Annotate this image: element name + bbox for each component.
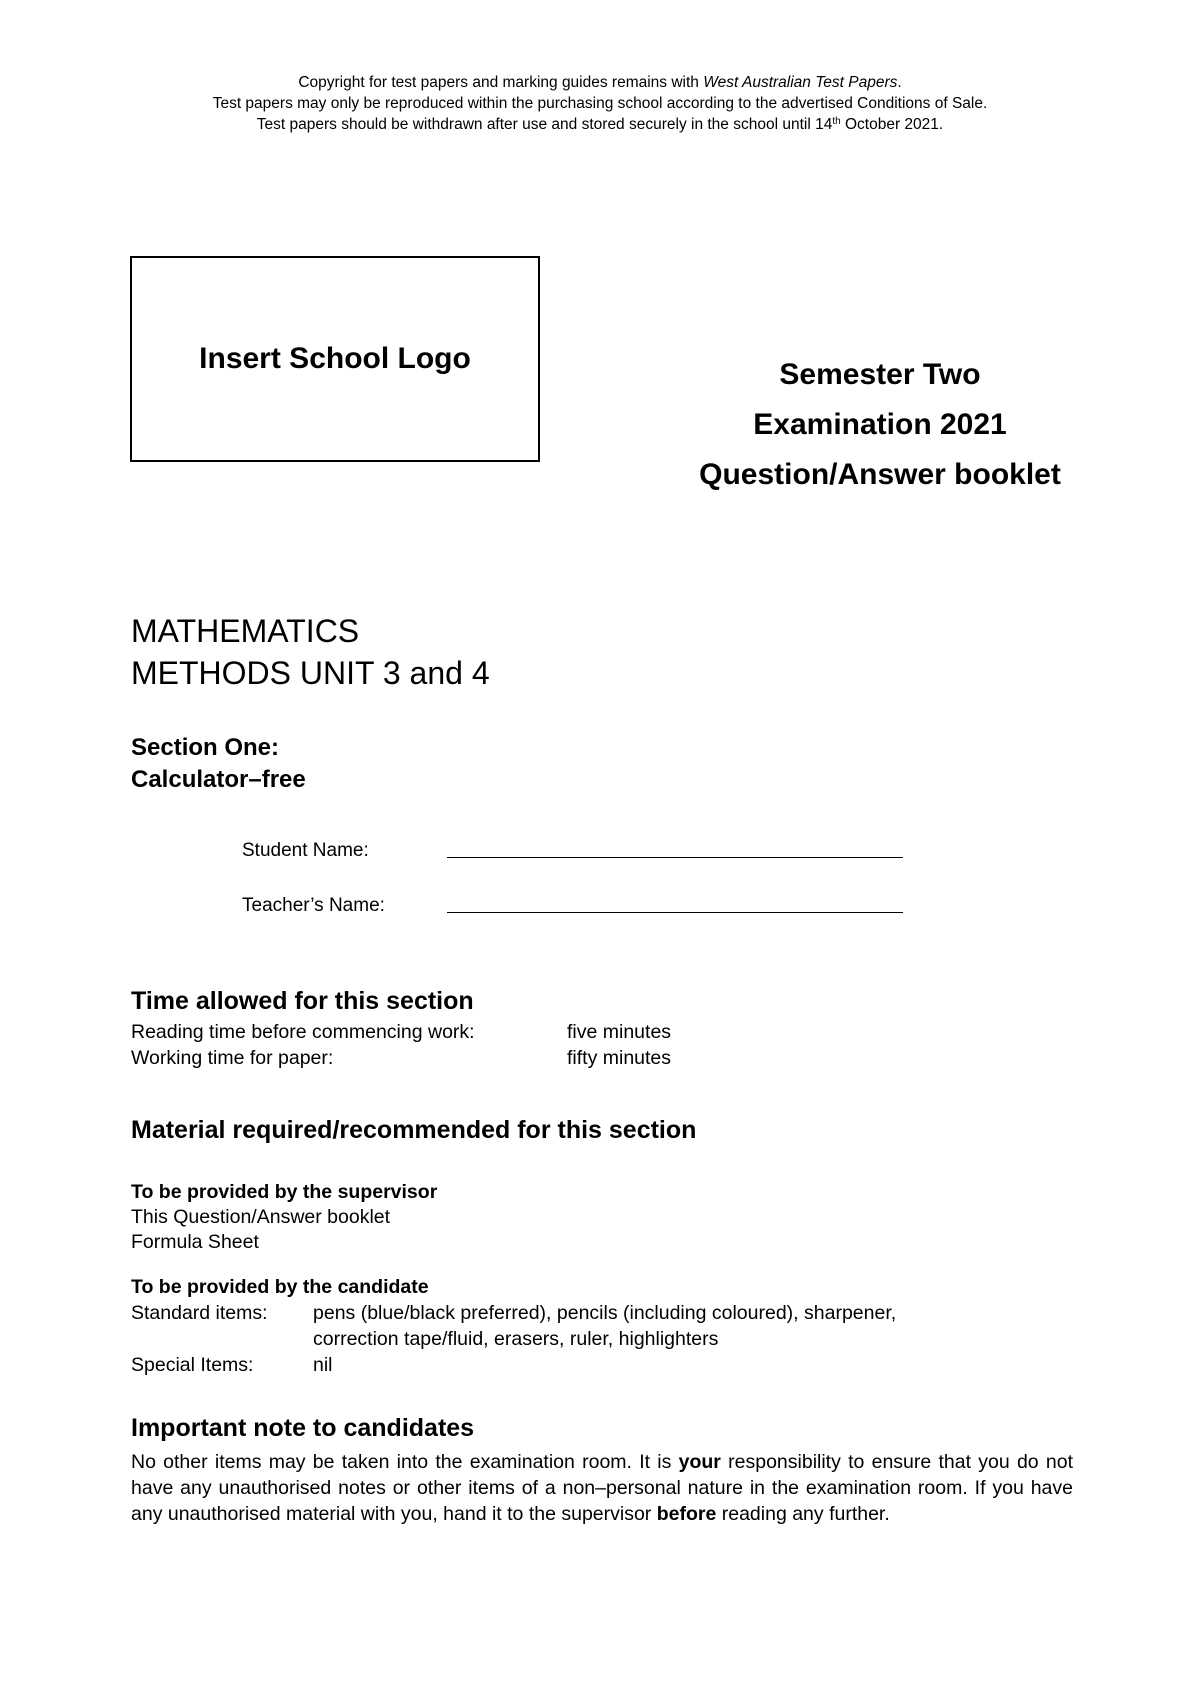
list-item: This Question/Answer booklet (131, 1206, 391, 1228)
subject-line-2: METHODS UNIT 3 and 4 (131, 655, 490, 691)
time-allowed-heading: Time allowed for this section (131, 987, 474, 1015)
school-logo-box (130, 256, 540, 462)
exam-title (630, 350, 1130, 500)
standard-items-label: Standard items: (131, 1302, 268, 1324)
exam-title-line-3: Question/Answer booklet (699, 458, 1061, 491)
materials-heading: Material required/recommended for this section (131, 1116, 697, 1144)
copyright-notice (0, 72, 1200, 135)
exam-title-line-2: Examination 2021 (753, 408, 1007, 441)
candidate-items (131, 1300, 1081, 1378)
subject-title (131, 610, 490, 694)
time-allowed-table (131, 1019, 1031, 1071)
list-item: Formula Sheet (131, 1231, 259, 1253)
teacher-name-label: Teacher’s Name: (242, 895, 385, 916)
copyright-line-3: Test papers should be withdrawn after use and stored securely in the school until 14th October 2021. (256, 116, 944, 133)
time-row-label: Working time for paper: (131, 1047, 334, 1069)
subject-line-1: MATHEMATICS (131, 613, 360, 649)
important-note-text: No other items may be taken into the examination room. It is your responsibility to ensure that you do not have any unauthorised notes or other items of a non–personal nature in the examination room. If you have any unauthorised material with you, hand it to the supervisor before reading any further. (131, 1451, 1073, 1525)
time-row-value: fifty minutes (567, 1047, 672, 1069)
important-note-heading: Important note to candidates (131, 1414, 475, 1442)
supervisor-heading: To be provided by the supervisor (131, 1181, 438, 1203)
special-items-row (131, 1352, 1081, 1378)
standard-items-value: pens (blue/black preferred), pencils (including coloured), sharpener, correction tape/fluid, erasers, ruler, highlighters (313, 1302, 897, 1350)
time-row (131, 1019, 1031, 1045)
special-items-label: Special Items: (131, 1354, 254, 1376)
student-name-blank[interactable] (447, 857, 903, 858)
copyright-line-1: Copyright for test papers and marking guides remains with West Australian Test Papers. (298, 74, 902, 91)
supervisor-items (131, 1205, 390, 1255)
exam-title-line-1: Semester Two (779, 358, 981, 391)
standard-items-row (131, 1300, 1081, 1352)
section-line-1: Section One: (131, 734, 280, 761)
section-line-2: Calculator–free (131, 766, 306, 793)
copyright-line-2: Test papers may only be reproduced within the purchasing school according to the advertised Conditions of Sale. (212, 95, 988, 112)
section-title (131, 732, 306, 796)
teacher-name-blank[interactable] (447, 912, 903, 913)
time-row-value: five minutes (567, 1021, 672, 1043)
student-name-label: Student Name: (242, 840, 369, 861)
time-row-label: Reading time before commencing work: (131, 1021, 475, 1043)
logo-placeholder-text: Insert School Logo (199, 342, 471, 375)
candidate-heading: To be provided by the candidate (131, 1276, 429, 1298)
time-row (131, 1045, 1031, 1071)
special-items-value: nil (313, 1354, 333, 1376)
